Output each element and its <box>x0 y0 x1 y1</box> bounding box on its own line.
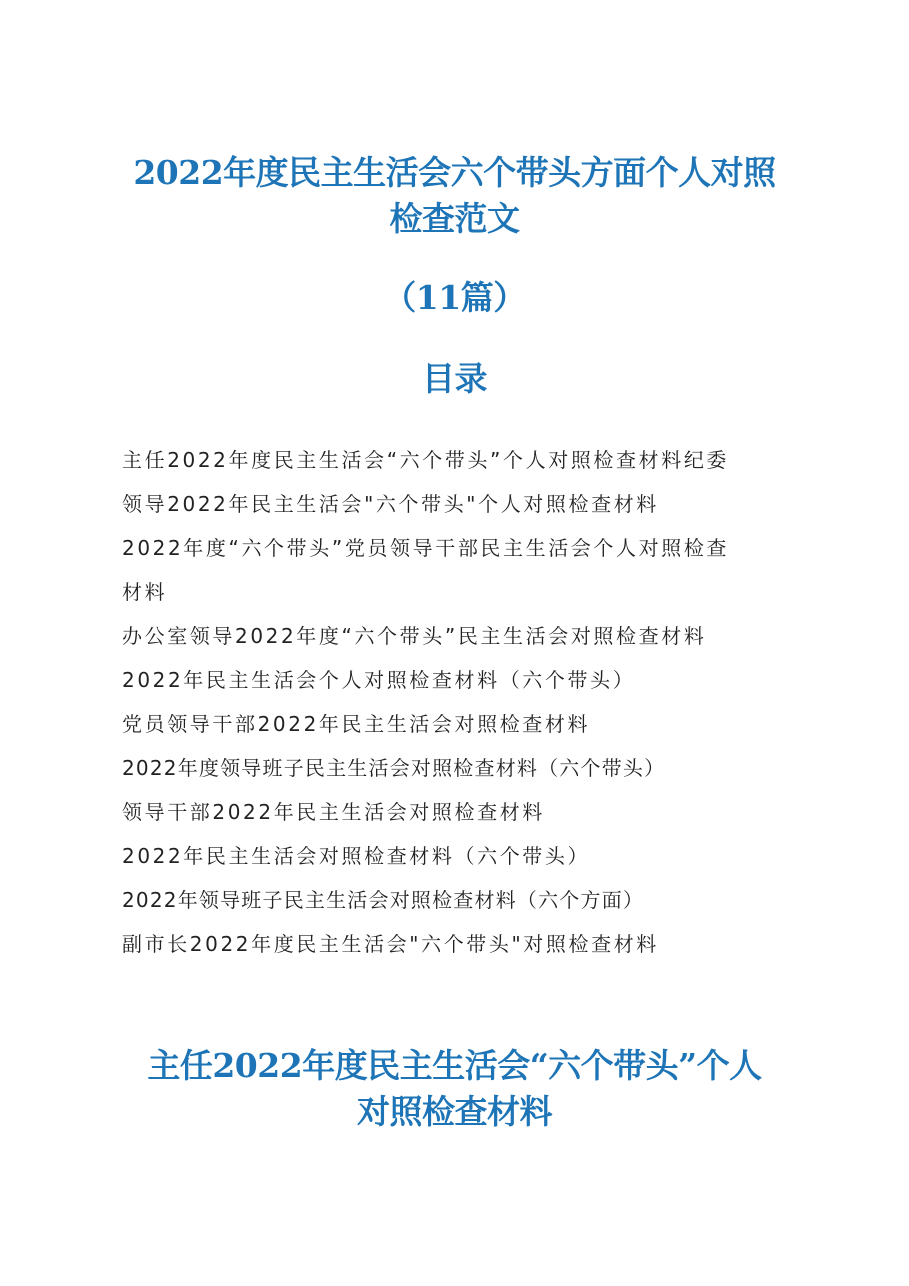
section-title-line-2: 对照检查材料 <box>357 1092 552 1131</box>
article-count: （11篇） <box>383 278 526 317</box>
toc-entry-4[interactable]: 办公室领导2022年度“六个带头”民主生活会对照检查材料 <box>122 624 707 648</box>
toc-entry-10[interactable]: 2022年领导班子民主生活会对照检查材料（六个方面） <box>122 888 645 912</box>
toc-heading: 目录 <box>422 359 487 398</box>
section-title <box>0 1043 909 1135</box>
toc-entry-9[interactable]: 2022年民主生活会对照检查材料（六个带头） <box>122 844 591 868</box>
document-title-line-1: 2022年度民主生活会六个带头方面个人对照 <box>133 153 776 192</box>
toc-entry-11[interactable]: 副市长2022年度民主生活会"六个带头"对照检查材料 <box>122 932 659 956</box>
section-title-line-1: 主任2022年度民主生活会“六个带头”个人 <box>147 1046 762 1085</box>
toc-entry-5[interactable]: 2022年民主生活会个人对照检查材料（六个带头） <box>122 668 636 692</box>
toc-entry-2[interactable]: 领导2022年民主生活会"六个带头"个人对照检查材料 <box>122 492 659 516</box>
table-of-contents <box>122 438 802 966</box>
toc-entry-3[interactable]: 2022年度“六个带头”党员领导干部民主生活会个人对照检查 <box>122 536 730 560</box>
toc-entry-7[interactable]: 2022年度领导班子民主生活会对照检查材料（六个带头） <box>122 756 666 780</box>
toc-entry-1[interactable]: 主任2022年度民主生活会“六个带头”个人对照检查材料纪委 <box>122 448 730 472</box>
document-title <box>0 150 909 242</box>
toc-entry-6[interactable]: 党员领导干部2022年民主生活会对照检查材料 <box>122 712 591 736</box>
document-title-line-2: 检查范文 <box>389 199 520 238</box>
toc-entry-3-continued[interactable]: 材料 <box>122 580 168 604</box>
toc-entry-8[interactable]: 领导干部2022年民主生活会对照检查材料 <box>122 800 545 824</box>
